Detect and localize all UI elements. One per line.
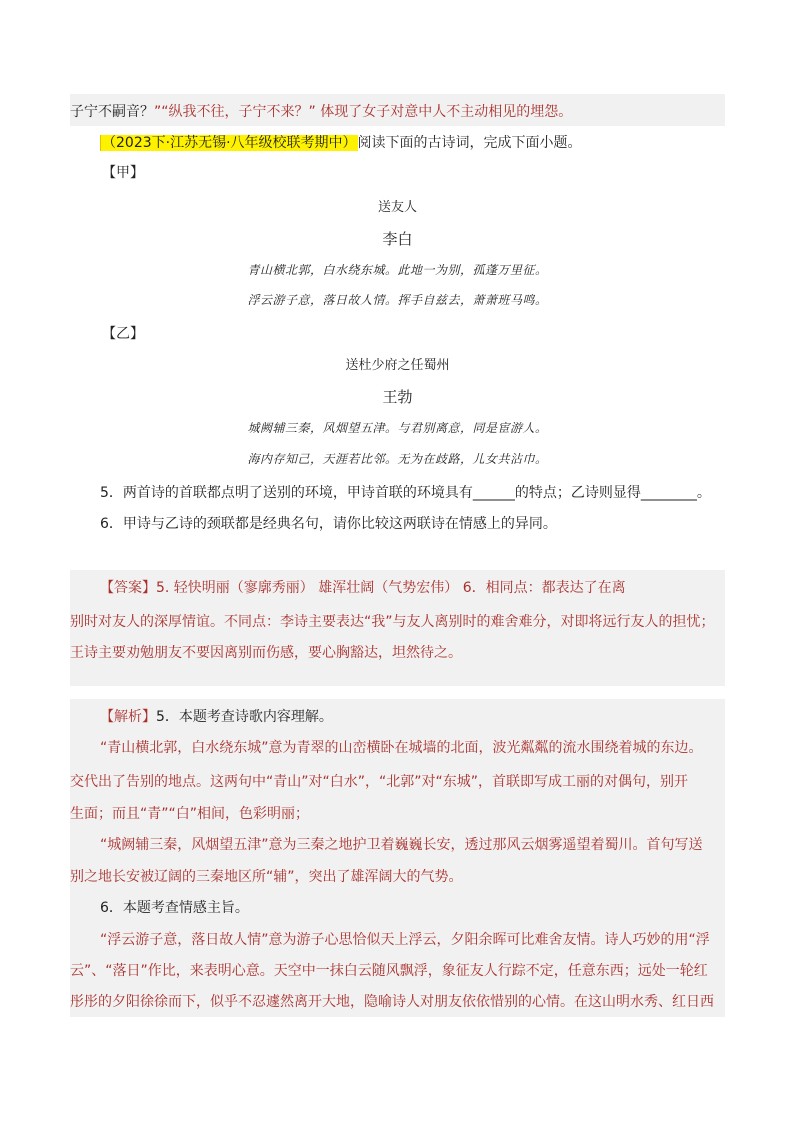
instruction: 阅读下面的古诗词，完成下面小题。 xyxy=(357,135,582,151)
analysis-label: 【解析】 xyxy=(100,709,156,725)
analysis-q5-para2-line-2: 别之地长安被辽阔的三秦地区所“辅”，突出了雄浑阔大的气势。 xyxy=(70,869,463,885)
question-header xyxy=(100,133,582,153)
poem-a-marker: 【甲】 xyxy=(102,165,144,181)
poem-b-author: 王勃 xyxy=(382,388,413,406)
analysis-q5-para1-line-1: “青山横北郭，白水绕东城”意为青翠的山峦横卧在城墙的北面，波光粼粼的流水围绕着城的东边。 xyxy=(100,740,703,756)
analysis-q5-title: 5．本题考查诗歌内容理解。 xyxy=(156,709,333,725)
poem-a-title: 送友人 xyxy=(377,200,417,215)
question-6: 6．甲诗与乙诗的颈联都是经典名句，请你比较这两联诗在情感上的异同。 xyxy=(100,516,557,532)
poem-b-marker: 【乙】 xyxy=(102,326,144,342)
answer-line-3: 王诗主要劝勉朋友不要因离别而伤感，要心胸豁达，坦然待之。 xyxy=(70,645,462,661)
analysis-q5-para1-line-3: 生面；而且“青”“白”相间，色彩明丽； xyxy=(70,806,310,822)
top-fragment xyxy=(70,102,572,122)
source-tag: （2023下·江苏无锡·八年级校联考期中） xyxy=(102,135,357,151)
poem-a-line-2: 浮云游子意，落日故人情。挥手自兹去，萧萧班马鸣。 xyxy=(247,293,548,307)
analysis-q6-para-line-3: 彤彤的夕阳徐徐而下，似乎不忍遽然离开大地，隐喻诗人对朋友依依惜别的心情。在这山明水秀、红日西 xyxy=(70,994,714,1010)
poem-b-title: 送杜少府之任蜀州 xyxy=(345,358,450,373)
poem-b-line-2: 海内存知己，天涯若比邻。无为在歧路，儿女共沾巾。 xyxy=(247,452,548,466)
analysis-q6-title: 6．本题考查情感主旨。 xyxy=(100,900,249,916)
answer-text-1: 5. 轻快明丽（寥廓秀丽） 雄浑壮阔（气势宏伟） 6．相同点：都表达了在离 xyxy=(156,580,626,596)
analysis-q6-para-line-1: “浮云游子意，落日故人情”意为游子心思恰似天上浮云，夕阳余晖可比难舍友情。诗人巧妙的用“浮 xyxy=(100,932,710,948)
analysis-q5-para1-line-2: 交代出了告别的地点。这两句中“青山”对“白水”，“北郭”对“东城”，首联即写成工丽的对偶句，别开 xyxy=(70,774,689,790)
top-fragment-quote: ”“纵我不往，子宁不来？” 体现了女子对意中人不主动相见的埋怨。 xyxy=(154,104,573,120)
question-5: 5．两首诗的首联都点明了送别的环境，甲诗首联的环境具有______的特点；乙诗则显得________。 xyxy=(100,485,711,501)
answer-label: 【答案】 xyxy=(100,580,156,596)
poem-a-author: 李白 xyxy=(382,230,413,248)
top-fragment-prefix: 子宁不嗣音？ xyxy=(70,104,154,120)
analysis-q6-para-line-2: 云”、“落日”作比，来表明心意。天空中一抹白云随风飘浮，象征友人行踪不定，任意东西；远处一轮红 xyxy=(70,963,708,979)
analysis-q5-para2-line-1: “城阙辅三秦，风烟望五津”意为三秦之地护卫着巍巍长安，透过那风云烟雾遥望着蜀川。首句写送 xyxy=(100,837,703,853)
answer-line-2: 别时对友人的深厚情谊。不同点：李诗主要表达“我”与友人离别时的难舍难分，对即将远行友人的担忧； xyxy=(70,614,715,630)
analysis-line-1 xyxy=(100,707,333,727)
answer-line-1 xyxy=(100,578,626,598)
poem-b-line-1: 城阙辅三秦，风烟望五津。与君别离意，同是宦游人。 xyxy=(247,421,548,435)
poem-a-line-1: 青山横北郭，白水绕东城。此地一为别，孤蓬万里征。 xyxy=(247,263,548,277)
